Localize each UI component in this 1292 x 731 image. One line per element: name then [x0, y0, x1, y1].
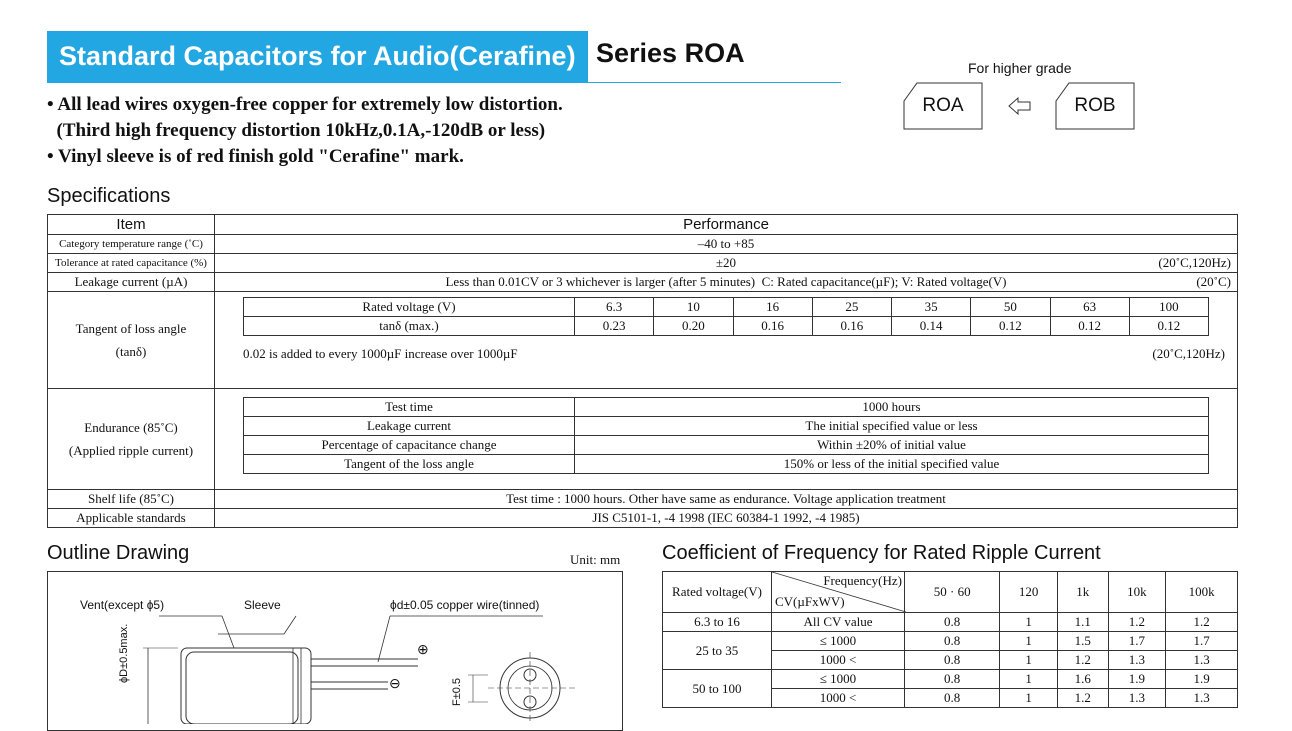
frequency-header: Frequency(Hz)	[823, 573, 902, 588]
freq-col-header: 10k	[1108, 572, 1166, 613]
voltage-cell: 10	[654, 298, 733, 317]
spec-value: –40 to +85	[215, 235, 1238, 254]
col-performance-header: Performance	[215, 215, 1238, 235]
grade-higher: ROB	[1074, 95, 1116, 116]
endurance-label: Tangent of the loss angle	[244, 455, 575, 474]
endurance-value: 150% or less of the initial specified value	[575, 455, 1209, 474]
coef-cell: 1.3	[1108, 689, 1166, 708]
coef-cell: 1.7	[1166, 632, 1238, 651]
voltage-cell: 63	[1050, 298, 1129, 317]
endurance-item-line1: Endurance (85˚C)	[84, 420, 178, 435]
spec-item: Tolerance at rated capacitance (%)	[48, 254, 215, 273]
voltage-group: 25 to 35	[663, 632, 772, 670]
tangent-footnote: 0.02 is added to every 1000µF increase over 1000µF	[243, 346, 518, 361]
endurance-label: Percentage of capacitance change	[244, 436, 575, 455]
cv-cell: All CV value	[772, 613, 905, 632]
endurance-item-line2: (Applied ripple current)	[68, 443, 194, 458]
coef-cell: 1.2	[1058, 651, 1109, 670]
spec-row-tangent	[48, 292, 1238, 389]
spec-item: Leakage current (µA)	[48, 273, 215, 292]
coef-cell: 0.8	[905, 670, 1000, 689]
minus-icon: ⊖	[389, 677, 401, 692]
sleeve-label: Sleeve	[244, 598, 281, 612]
series-name: Series ROA	[596, 38, 745, 68]
coef-cell: 1.6	[1058, 670, 1109, 689]
grade-current: ROA	[922, 95, 964, 116]
spec-row-standards	[48, 509, 1238, 528]
coef-cell: 0.8	[905, 689, 1000, 708]
left-arrow-icon	[1008, 96, 1032, 116]
specifications-table	[47, 214, 1238, 528]
spec-item: Applicable standards	[48, 509, 215, 528]
coef-cell: 1.2	[1058, 689, 1109, 708]
spec-value: Test time : 1000 hours. Other have same as endurance. Voltage application treatment	[215, 490, 1238, 509]
tangent-table	[243, 297, 1209, 336]
voltage-cell: 100	[1129, 298, 1208, 317]
vent-label: Vent(except ϕ5)	[80, 598, 165, 612]
plus-icon: ⊕	[417, 643, 429, 658]
coef-cell: 1.5	[1058, 632, 1109, 651]
spec-row-endurance	[48, 389, 1238, 490]
voltage-cell: 25	[812, 298, 891, 317]
tan-cell: 0.14	[892, 317, 971, 336]
coef-cell: 1	[1000, 632, 1058, 651]
cv-header: CV(µFxWV)	[775, 594, 845, 609]
spec-note: (20˚C,120Hz)	[1158, 255, 1231, 270]
feature-bullets	[47, 92, 563, 170]
spec-row-leakage	[48, 273, 1238, 292]
bullet-2: (Third high frequency distortion 10kHz,0.1A,-120dB or less)	[47, 120, 546, 141]
freq-col-header: 1k	[1058, 572, 1109, 613]
coef-cell: 1	[1000, 670, 1058, 689]
spec-row-shelf-life	[48, 490, 1238, 509]
freq-col-header: 50 · 60	[905, 572, 1000, 613]
voltage-cell: 35	[892, 298, 971, 317]
cv-cell: ≤ 1000	[772, 632, 905, 651]
spec-value: ±20	[715, 255, 737, 270]
diameter-label: ϕD±0.5max.	[118, 623, 130, 683]
coef-cell: 1.2	[1166, 613, 1238, 632]
endurance-table	[243, 397, 1209, 474]
spec-item	[48, 292, 215, 389]
diagonal-header	[772, 572, 905, 613]
voltage-cell: 6.3	[575, 298, 654, 317]
tan-label: tanδ (max.)	[244, 317, 575, 336]
tangent-item-line1: Tangent of loss angle	[75, 321, 187, 336]
spec-row-tolerance	[48, 254, 1238, 273]
voltage-group: 6.3 to 16	[663, 613, 772, 632]
frequency-table	[662, 571, 1238, 708]
voltage-cell: 50	[971, 298, 1050, 317]
spec-value: JIS C5101-1, -4 1998 (IEC 60384-1 1992, -4 1985)	[215, 509, 1238, 528]
coef-cell: 1.3	[1166, 689, 1238, 708]
wire-label: ϕd±0.05 copper wire(tinned)	[390, 598, 540, 612]
coef-cell: 1.9	[1108, 670, 1166, 689]
bullet-3: • Vinyl sleeve is of red finish gold "Cerafine" mark.	[47, 146, 464, 167]
coef-cell: 1.7	[1108, 632, 1166, 651]
page-title: Standard Capacitors for Audio(Cerafine)	[47, 31, 588, 83]
coef-cell: 1	[1000, 651, 1058, 670]
tan-cell: 0.20	[654, 317, 733, 336]
freq-row	[663, 632, 1238, 651]
endurance-label: Leakage current	[244, 417, 575, 436]
coef-cell: 1	[1000, 613, 1058, 632]
tangent-note: (20˚C,120Hz)	[1152, 346, 1225, 361]
col-item-header: Item	[48, 215, 215, 235]
freq-col-header: 120	[1000, 572, 1058, 613]
cv-cell: 1000 <	[772, 689, 905, 708]
tangent-item-line2: (tanδ)	[115, 344, 147, 359]
freq-row	[663, 670, 1238, 689]
unit-label: Unit: mm	[570, 552, 621, 567]
tan-cell: 0.16	[733, 317, 812, 336]
outline-drawing-title: Outline Drawing	[47, 542, 190, 564]
spec-value: Less than 0.01CV or 3 whichever is larger (after 5 minutes) C: Rated capacitance(µF); V: Rated voltage(V)	[445, 274, 1007, 289]
endurance-label: Test time	[244, 398, 575, 417]
cv-cell: 1000 <	[772, 651, 905, 670]
coef-cell: 0.8	[905, 651, 1000, 670]
spec-item	[48, 389, 215, 490]
pitch-label: F±0.5	[451, 677, 463, 706]
rated-voltage-header: Rated voltage(V)	[663, 572, 772, 613]
voltage-cell: 16	[733, 298, 812, 317]
rated-voltage-label: Rated voltage (V)	[244, 298, 575, 317]
spec-item: Category temperature range (˚C)	[48, 235, 215, 254]
coef-cell: 1.2	[1108, 613, 1166, 632]
tan-cell: 0.12	[1050, 317, 1129, 336]
cv-cell: ≤ 1000	[772, 670, 905, 689]
coef-cell: 1.3	[1108, 651, 1166, 670]
capacitor-drawing	[48, 572, 622, 724]
specifications-title: Specifications	[47, 185, 171, 207]
spec-note: (20˚C)	[1196, 274, 1231, 289]
voltage-group: 50 to 100	[663, 670, 772, 708]
endurance-value: 1000 hours	[575, 398, 1209, 417]
bullet-1: • All lead wires oxygen-free copper for extremely low distortion.	[47, 94, 563, 115]
freq-col-header: 100k	[1166, 572, 1238, 613]
freq-row	[663, 613, 1238, 632]
endurance-value: Within ±20% of initial value	[575, 436, 1209, 455]
tan-cell: 0.23	[575, 317, 654, 336]
tan-cell: 0.12	[971, 317, 1050, 336]
tan-cell: 0.16	[812, 317, 891, 336]
coef-cell: 1.9	[1166, 670, 1238, 689]
spec-row-temperature	[48, 235, 1238, 254]
frequency-title: Coefficient of Frequency for Rated Ripple Current	[662, 542, 1101, 564]
title-underline	[588, 82, 841, 83]
higher-grade-label: For higher grade	[968, 60, 1072, 76]
coef-cell: 0.8	[905, 613, 1000, 632]
coef-cell: 0.8	[905, 632, 1000, 651]
endurance-value: The initial specified value or less	[575, 417, 1209, 436]
coef-cell: 1.3	[1166, 651, 1238, 670]
coef-cell: 1	[1000, 689, 1058, 708]
tan-cell: 0.12	[1129, 317, 1208, 336]
spec-item: Shelf life (85˚C)	[48, 490, 215, 509]
coef-cell: 1.1	[1058, 613, 1109, 632]
